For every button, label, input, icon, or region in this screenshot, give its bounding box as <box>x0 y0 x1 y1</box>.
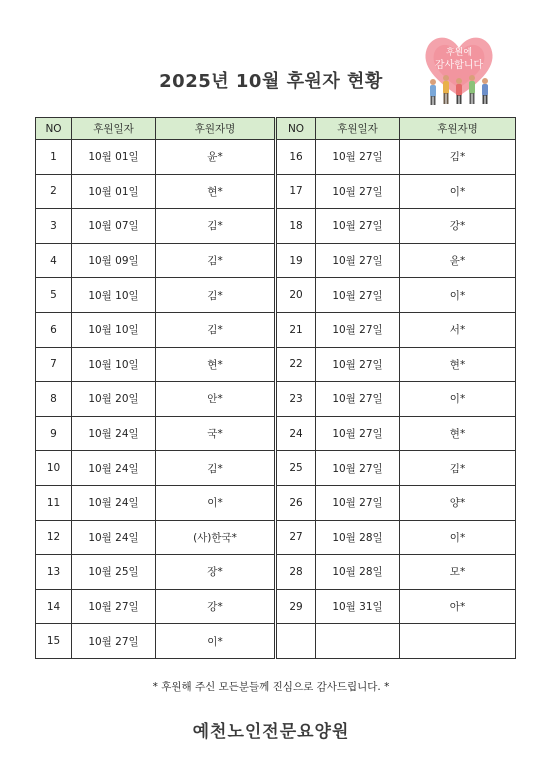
row-date: 10월 27일 <box>316 416 400 451</box>
row-donor-name: (사)한국* <box>156 520 276 555</box>
row-no: 19 <box>276 243 316 278</box>
row-donor-name: 이* <box>400 174 516 209</box>
row-no: 18 <box>276 209 316 244</box>
row-donor-name: 김* <box>156 451 276 486</box>
row-date: 10월 27일 <box>316 278 400 313</box>
table-row <box>36 589 516 624</box>
page-title: 2025년 10월 후원자 현황 <box>159 71 383 92</box>
row-date: 10월 24일 <box>72 485 156 520</box>
row-donor-name: 김* <box>400 140 516 175</box>
row-no: 2 <box>36 174 72 209</box>
row-donor-name: 강* <box>156 589 276 624</box>
row-no: 22 <box>276 347 316 382</box>
donor-table <box>35 117 516 659</box>
header-name: 후원자명 <box>156 118 276 140</box>
row-date: 10월 27일 <box>316 209 400 244</box>
header-date: 후원일자 <box>316 118 400 140</box>
header-no: NO <box>36 118 72 140</box>
row-donor-name: 양* <box>400 485 516 520</box>
row-donor-name: 윤* <box>156 140 276 175</box>
organization-name: 예천노인전문요양원 <box>192 722 350 742</box>
row-donor-name: 아* <box>400 589 516 624</box>
table-row <box>36 243 516 278</box>
table-row <box>36 382 516 417</box>
row-donor-name: 모* <box>400 555 516 590</box>
row-donor-name: 김* <box>156 278 276 313</box>
row-no: 28 <box>276 555 316 590</box>
row-donor-name: 이* <box>156 624 276 659</box>
row-donor-name: 안* <box>156 382 276 417</box>
row-no <box>276 624 316 659</box>
table-row <box>36 416 516 451</box>
row-date: 10월 27일 <box>316 140 400 175</box>
row-donor-name: 현* <box>156 347 276 382</box>
row-donor-name: 국* <box>156 416 276 451</box>
row-donor-name: 윤* <box>400 243 516 278</box>
row-no: 5 <box>36 278 72 313</box>
row-no: 14 <box>36 589 72 624</box>
row-date: 10월 20일 <box>72 382 156 417</box>
row-no: 17 <box>276 174 316 209</box>
row-no: 21 <box>276 312 316 347</box>
row-donor-name: 김* <box>156 209 276 244</box>
row-donor-name: 김* <box>400 451 516 486</box>
row-no: 16 <box>276 140 316 175</box>
row-no: 29 <box>276 589 316 624</box>
row-no: 27 <box>276 520 316 555</box>
row-date: 10월 01일 <box>72 140 156 175</box>
row-date: 10월 27일 <box>316 243 400 278</box>
table-row <box>36 555 516 590</box>
row-donor-name: 이* <box>400 278 516 313</box>
table-row <box>36 312 516 347</box>
table-row <box>36 520 516 555</box>
row-date: 10월 27일 <box>316 174 400 209</box>
row-date: 10월 10일 <box>72 312 156 347</box>
svg-text:후원에: 후원에 <box>445 48 473 58</box>
row-no: 6 <box>36 312 72 347</box>
header-date: 후원일자 <box>72 118 156 140</box>
row-date: 10월 01일 <box>72 174 156 209</box>
row-date: 10월 28일 <box>316 520 400 555</box>
row-donor-name: 이* <box>400 520 516 555</box>
row-donor-name: 현* <box>400 416 516 451</box>
row-no: 9 <box>36 416 72 451</box>
row-donor-name: 현* <box>400 347 516 382</box>
table-header-row <box>36 118 516 140</box>
row-no: 7 <box>36 347 72 382</box>
row-no: 15 <box>36 624 72 659</box>
row-no: 20 <box>276 278 316 313</box>
row-no: 8 <box>36 382 72 417</box>
row-donor-name: 서* <box>400 312 516 347</box>
row-date: 10월 27일 <box>316 382 400 417</box>
table-row <box>36 624 516 659</box>
row-date: 10월 07일 <box>72 209 156 244</box>
row-donor-name: 김* <box>156 243 276 278</box>
row-date: 10월 27일 <box>72 624 156 659</box>
row-date: 10월 10일 <box>72 278 156 313</box>
row-donor-name: 이* <box>400 382 516 417</box>
table-row <box>36 278 516 313</box>
row-donor-name: 김* <box>156 312 276 347</box>
row-date: 10월 09일 <box>72 243 156 278</box>
row-date: 10월 24일 <box>72 520 156 555</box>
row-donor-name: 현* <box>156 174 276 209</box>
row-date: 10월 10일 <box>72 347 156 382</box>
table-row <box>36 485 516 520</box>
row-donor-name: 장* <box>156 555 276 590</box>
row-no: 13 <box>36 555 72 590</box>
row-no: 25 <box>276 451 316 486</box>
table-row <box>36 140 516 175</box>
row-date: 10월 27일 <box>316 451 400 486</box>
row-date: 10월 24일 <box>72 451 156 486</box>
row-no: 3 <box>36 209 72 244</box>
svg-text:감사합니다: 감사합니다 <box>434 60 484 71</box>
table-row <box>36 209 516 244</box>
table-row <box>36 174 516 209</box>
row-date: 10월 27일 <box>72 589 156 624</box>
row-date <box>316 624 400 659</box>
row-date: 10월 27일 <box>316 347 400 382</box>
row-no: 12 <box>36 520 72 555</box>
row-no: 26 <box>276 485 316 520</box>
thanks-note: * 후원해 주신 모든분들께 진심으로 감사드립니다. * <box>152 681 390 693</box>
row-date: 10월 24일 <box>72 416 156 451</box>
table-row <box>36 347 516 382</box>
donor-table-wrapper <box>35 117 515 659</box>
row-no: 24 <box>276 416 316 451</box>
row-date: 10월 27일 <box>316 312 400 347</box>
header-no: NO <box>276 118 316 140</box>
row-donor-name <box>400 624 516 659</box>
row-no: 1 <box>36 140 72 175</box>
row-date: 10월 31일 <box>316 589 400 624</box>
header-name: 후원자명 <box>400 118 516 140</box>
row-date: 10월 25일 <box>72 555 156 590</box>
row-no: 4 <box>36 243 72 278</box>
row-no: 11 <box>36 485 72 520</box>
row-no: 10 <box>36 451 72 486</box>
row-no: 23 <box>276 382 316 417</box>
row-date: 10월 28일 <box>316 555 400 590</box>
row-donor-name: 이* <box>156 485 276 520</box>
row-donor-name: 강* <box>400 209 516 244</box>
row-date: 10월 27일 <box>316 485 400 520</box>
heart-people-icon <box>416 26 502 112</box>
table-row <box>36 451 516 486</box>
